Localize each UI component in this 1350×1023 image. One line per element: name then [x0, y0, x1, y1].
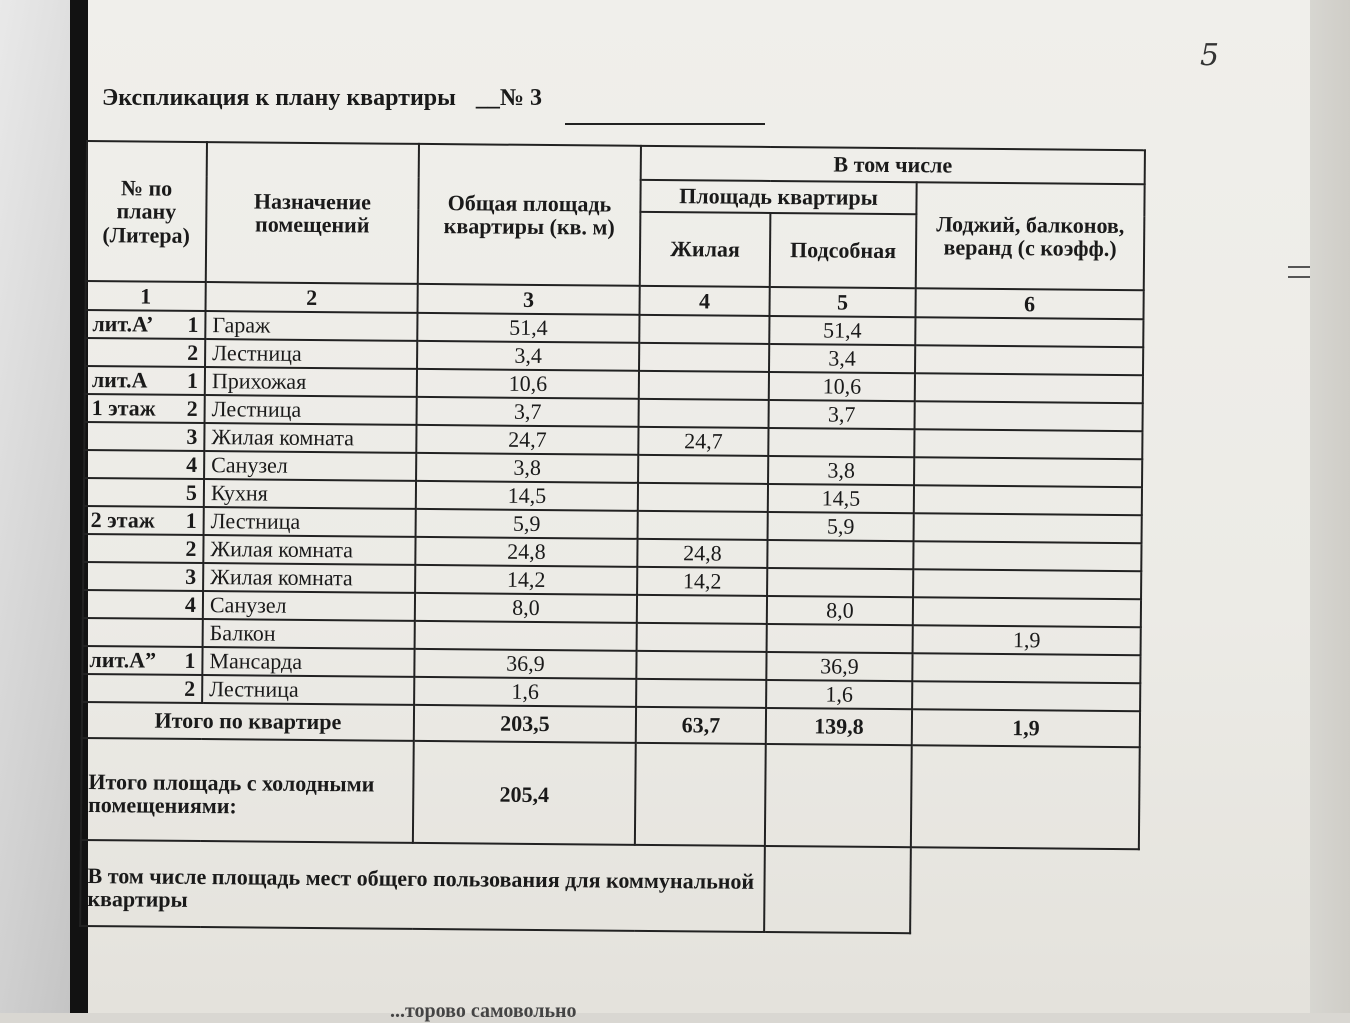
empty-cell — [910, 847, 1139, 935]
column-number: 2 — [206, 282, 418, 313]
header-total-area: Общая площадь квартиры (кв. м) — [418, 144, 641, 286]
cell-aux-area: 3,8 — [768, 456, 914, 485]
cell-aux-area: 5,9 — [768, 512, 914, 541]
cell-balcony-area — [913, 541, 1141, 571]
cell-room-name: Балкон — [203, 619, 415, 649]
column-number: 3 — [418, 284, 640, 315]
cell-literal-and-number — [85, 338, 205, 367]
cell-total-area: 3,8 — [416, 453, 638, 483]
cell-literal-and-number — [85, 366, 205, 395]
cell-room-name: Кухня — [204, 479, 416, 509]
page-number: 5 — [1200, 38, 1220, 73]
cell-living-area — [639, 343, 769, 372]
cell-room-name: Мансарда — [202, 647, 414, 677]
cell-room-name: Санузел — [203, 591, 415, 621]
cold-rooms-row — [81, 738, 1140, 849]
plan-number: 1 — [186, 368, 199, 394]
literal-label: лит.А’ — [92, 311, 154, 338]
cell-room-name: Лестница — [205, 395, 417, 425]
cell-balcony-area — [914, 485, 1142, 515]
empty-cell — [635, 743, 766, 846]
header-auxiliary: Подсобная — [770, 213, 917, 288]
cell-aux-area: 36,9 — [766, 652, 912, 681]
empty-cell — [764, 846, 911, 933]
cell-total-area: 5,9 — [416, 509, 638, 539]
total-aux-value: 139,8 — [766, 708, 912, 745]
cell-balcony-area — [914, 457, 1142, 487]
cell-aux-area — [767, 540, 913, 569]
cell-balcony-area — [914, 513, 1142, 543]
plan-number: 2 — [185, 536, 197, 562]
table-body — [82, 310, 1143, 711]
cell-room-name: Лестница — [204, 507, 416, 537]
cell-total-area: 24,7 — [416, 425, 638, 455]
column-number: 5 — [769, 287, 915, 317]
cell-living-area — [638, 455, 768, 484]
cell-living-area: 14,2 — [637, 567, 767, 596]
cell-living-area: 24,7 — [638, 427, 768, 456]
cell-total-area: 51,4 — [417, 313, 639, 343]
plan-number: 5 — [185, 480, 198, 506]
cell-aux-area — [767, 624, 913, 653]
empty-cell — [911, 745, 1140, 849]
cell-literal-and-number — [82, 646, 202, 675]
cell-balcony-area — [913, 597, 1141, 627]
literal-label: лит.А” — [89, 647, 157, 674]
cell-literal-and-number — [83, 618, 203, 647]
cell-literal-and-number — [84, 450, 204, 479]
cell-living-area: 24,8 — [637, 539, 767, 568]
cell-living-area — [639, 371, 769, 400]
background-right — [1310, 0, 1350, 1013]
common-area-label: В том числе площадь мест общего пользования для коммунальной квартиры — [80, 840, 765, 932]
header-room-purpose: Назначение помещений — [206, 142, 419, 284]
cell-literal-and-number — [85, 394, 205, 423]
cell-living-area — [637, 595, 767, 624]
plan-number: 1 — [184, 648, 196, 674]
cell-total-area: 8,0 — [415, 593, 637, 623]
header-loggias: Лоджий, балконов, веранд (с коэфф.) — [916, 182, 1145, 290]
plan-number: 2 — [187, 340, 199, 366]
empty-cell — [765, 744, 912, 847]
column-number: 1 — [86, 281, 206, 311]
literal-label: 1 этаж — [91, 395, 156, 422]
cell-aux-area — [768, 428, 914, 457]
cell-living-area — [637, 623, 767, 652]
cell-living-area — [636, 679, 766, 708]
plan-number: 4 — [186, 452, 198, 478]
total-label: Итого по квартире — [82, 702, 414, 741]
cell-living-area — [638, 483, 768, 512]
header-including: В том числе — [641, 146, 1145, 184]
cell-room-name: Санузел — [204, 451, 416, 481]
cell-balcony-area — [914, 429, 1142, 459]
apartment-number: __№ 3 — [475, 85, 542, 111]
common-area-row — [80, 840, 1139, 935]
cell-balcony-area — [912, 681, 1140, 711]
bottom-cut-text: ...торово самовольно — [390, 1000, 577, 1022]
cell-aux-area: 3,4 — [769, 344, 915, 373]
cell-literal-and-number — [83, 590, 203, 619]
cell-balcony-area — [915, 345, 1143, 375]
cell-room-name: Жилая комната — [203, 535, 415, 565]
cell-literal-and-number — [83, 534, 203, 563]
plan-number: 3 — [185, 564, 197, 590]
cell-living-area — [639, 399, 769, 428]
cell-room-name: Прихожая — [205, 367, 417, 397]
total-living-value: 63,7 — [636, 707, 766, 744]
cell-literal-and-number — [84, 478, 204, 507]
column-number: 6 — [915, 288, 1143, 319]
cell-total-area: 10,6 — [417, 369, 639, 399]
cell-balcony-area — [915, 401, 1143, 431]
cell-aux-area: 8,0 — [767, 596, 913, 625]
cell-total-area — [415, 621, 637, 651]
cell-literal-and-number — [84, 506, 204, 535]
header-living: Жилая — [640, 212, 771, 287]
cell-balcony-area — [915, 317, 1143, 347]
cell-room-name: Лестница — [205, 339, 417, 369]
plan-number: 2 — [184, 676, 196, 702]
literal-label: лит.А — [91, 367, 148, 393]
plan-number: 1 — [187, 312, 199, 338]
cell-literal-and-number — [82, 674, 202, 703]
plan-number: 3 — [186, 424, 198, 450]
cell-living-area — [638, 511, 768, 540]
cell-balcony-area — [912, 653, 1140, 683]
cell-balcony-area — [915, 373, 1143, 403]
header-plan-number: № по плану (Литера) — [86, 141, 207, 282]
cold-rooms-value: 205,4 — [413, 741, 636, 845]
cell-total-area: 1,6 — [414, 677, 636, 707]
cell-aux-area: 14,5 — [768, 484, 914, 513]
cell-literal-and-number — [83, 562, 203, 591]
plan-number: 1 — [185, 508, 197, 534]
cell-aux-area: 51,4 — [769, 316, 915, 345]
cell-living-area — [639, 315, 769, 344]
document-title — [102, 85, 542, 112]
cell-room-name: Жилая комната — [203, 563, 415, 593]
cell-balcony-area — [913, 569, 1141, 599]
cell-room-name: Лестница — [202, 675, 414, 705]
margin-mark — [1288, 266, 1310, 278]
plan-number: 4 — [184, 592, 197, 618]
cell-room-name: Жилая комната — [204, 423, 416, 453]
cell-aux-area — [767, 568, 913, 597]
plan-number: 2 — [186, 396, 198, 422]
cell-aux-area: 10,6 — [769, 372, 915, 401]
total-area-value: 203,5 — [414, 705, 636, 743]
cell-total-area: 3,4 — [417, 341, 639, 371]
total-balcony-value: 1,9 — [912, 709, 1140, 747]
column-number: 4 — [639, 286, 769, 316]
cell-total-area: 24,8 — [415, 537, 637, 567]
cell-aux-area: 3,7 — [769, 400, 915, 429]
cell-room-name: Гараж — [205, 311, 417, 341]
cell-living-area — [636, 651, 766, 680]
cell-aux-area: 1,6 — [766, 680, 912, 709]
title-text: Экспликация к плану квартиры — [102, 85, 456, 111]
cell-literal-and-number — [84, 422, 204, 451]
literal-label: 2 этаж — [90, 507, 155, 534]
cold-rooms-label: Итого площадь с холодными помещениями: — [81, 738, 414, 843]
explication-table — [79, 140, 1146, 936]
cell-total-area: 14,2 — [415, 565, 637, 595]
cell-literal-and-number — [85, 310, 205, 339]
title-underline — [565, 123, 765, 125]
cell-balcony-area: 1,9 — [913, 625, 1141, 655]
cell-total-area: 36,9 — [414, 649, 636, 679]
cell-total-area: 14,5 — [416, 481, 638, 511]
cell-total-area: 3,7 — [417, 397, 639, 427]
header-apartment-area: Площадь квартиры — [640, 180, 916, 214]
